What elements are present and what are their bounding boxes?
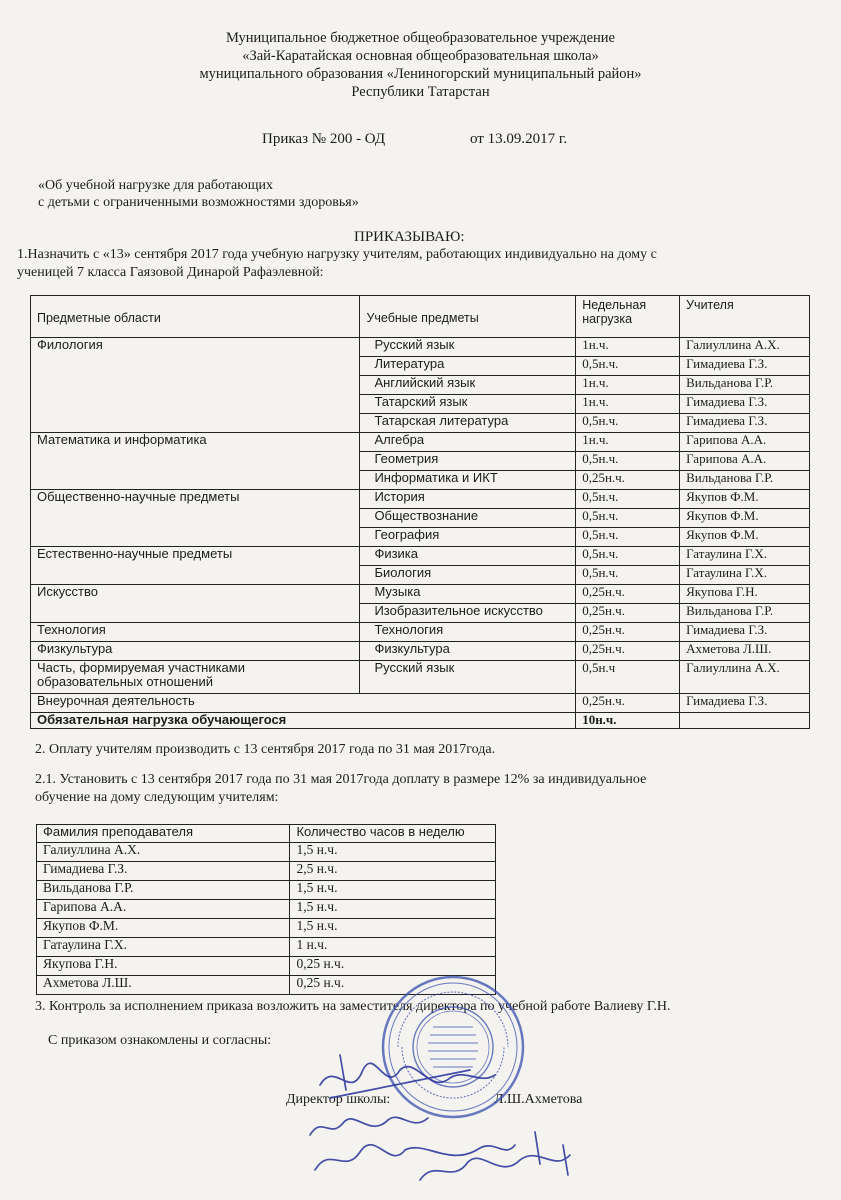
load-cell: 0,5н.ч.: [576, 490, 680, 509]
load-cell: 0,25н.ч.: [576, 642, 680, 661]
table-row: [31, 547, 810, 566]
subject-cell: Литература: [360, 357, 576, 376]
load-cell: 0,5н.ч.: [576, 547, 680, 566]
item21-line2: обучение на дому следующим учителям:: [35, 790, 279, 805]
teacher-cell: Гимадиева Г.З.: [680, 414, 810, 433]
hours-cell: 0,25 н.ч.: [290, 957, 496, 976]
table-row: [31, 661, 810, 694]
subject-cell: Музыка: [360, 585, 576, 604]
teacher-cell: Гатаулина Г.Х.: [680, 547, 810, 566]
load-cell: 0,5н.ч.: [576, 566, 680, 585]
item1-line1: 1.Назначить с «13» сентября 2017 года учебную нагрузку учителям, работающих индивидуально на дому с: [17, 247, 657, 262]
director-role: Директор школы:: [286, 1092, 391, 1107]
table-row: [31, 694, 810, 713]
order-date: от 13.09.2017 г.: [470, 131, 568, 147]
director-name: Л.Ш.Ахметова: [494, 1092, 583, 1107]
subject-cell: Физкультура: [360, 642, 576, 661]
item2-text: 2. Оплату учителям производить с 13 сентября 2017 года по 31 мая 2017года.: [35, 742, 496, 757]
subject-cell: История: [360, 490, 576, 509]
teacher-name-cell: Якупов Ф.М.: [37, 919, 290, 938]
total-empty-cell: [680, 713, 810, 729]
subject-cell: Татарский язык: [360, 395, 576, 414]
subject-cell: Английский язык: [360, 376, 576, 395]
load-cell: 0,25н.ч.: [576, 585, 680, 604]
load-cell: 0,5н.ч: [576, 661, 680, 694]
order-subject-line1: «Об учебной нагрузке для работающих: [38, 178, 273, 193]
teacher-cell: Вильданова Г.Р.: [680, 471, 810, 490]
teacher-cell: Якупов Ф.М.: [680, 509, 810, 528]
hours-cell: 1 н.ч.: [290, 938, 496, 957]
area-pe: Физкультура: [31, 642, 360, 661]
table-row: [31, 623, 810, 642]
load-cell: 1н.ч.: [576, 338, 680, 357]
hours-cell: 1,5 н.ч.: [290, 843, 496, 862]
load-cell: 0,5н.ч.: [576, 357, 680, 376]
hours-cell: 1,5 н.ч.: [290, 881, 496, 900]
table-row: [37, 862, 496, 881]
hours-cell: 1,5 н.ч.: [290, 919, 496, 938]
load-cell: 0,25н.ч.: [576, 694, 680, 713]
area-extracurricular: Внеурочная деятельность: [31, 694, 576, 713]
load-cell: 0,5н.ч.: [576, 414, 680, 433]
header-teacher-name: Фамилия преподавателя: [37, 825, 290, 843]
area-tech: Технология: [31, 623, 360, 642]
table-row: [37, 938, 496, 957]
subject-cell: Технология: [360, 623, 576, 642]
table-row: [37, 957, 496, 976]
subject-cell: Татарская литература: [360, 414, 576, 433]
teacher-cell: Якупова Г.Н.: [680, 585, 810, 604]
teacher-cell: Гимадиева Г.З.: [680, 694, 810, 713]
area-philology: Филология: [31, 338, 360, 433]
area-natural: Естественно-научные предметы: [31, 547, 360, 585]
subject-cell: Русский язык: [360, 338, 576, 357]
school-name-line3: муниципального образования «Лениногорский муниципальный район»: [199, 66, 642, 82]
load-cell: 0,5н.ч.: [576, 528, 680, 547]
teacher-cell: Гатаулина Г.Х.: [680, 566, 810, 585]
teacher-name-cell: Гарипова А.А.: [37, 900, 290, 919]
table-row: [37, 881, 496, 900]
teacher-name-cell: Гатаулина Г.Х.: [37, 938, 290, 957]
table-row: [31, 490, 810, 509]
school-name-line2: «Зай-Каратайская основная общеобразовательная школа»: [242, 48, 599, 64]
table-row: [31, 642, 810, 661]
teacher-cell: Ахметова Л.Ш.: [680, 642, 810, 661]
table-row: [31, 338, 810, 357]
header-subject: Учебные предметы: [360, 296, 576, 338]
total-label: Обязательная нагрузка обучающегося: [31, 713, 576, 729]
teacher-cell: Галиуллина А.Х.: [680, 338, 810, 357]
school-name-line1: Муниципальное бюджетное общеобразовательное учреждение: [226, 30, 615, 46]
subject-cell: Информатика и ИКТ: [360, 471, 576, 490]
hours-cell: 2,5 н.ч.: [290, 862, 496, 881]
subject-cell: Русский язык: [360, 661, 576, 694]
order-number: Приказ № 200 - ОД: [262, 131, 386, 147]
hours-cell: 1,5 н.ч.: [290, 900, 496, 919]
teacher-cell: Якупов Ф.М.: [680, 490, 810, 509]
table-row: [37, 976, 496, 995]
school-name-line4: Республики Татарстан: [351, 84, 490, 100]
load-cell: 0,25н.ч.: [576, 623, 680, 642]
area-art: Искусство: [31, 585, 360, 623]
total-value: 10н.ч.: [576, 713, 680, 729]
teaching-load-table: [30, 295, 810, 729]
teacher-cell: Гарипова А.А.: [680, 452, 810, 471]
header-area: Предметные области: [31, 296, 360, 338]
teacher-cell: Вильданова Г.Р.: [680, 376, 810, 395]
item3-text: 3. Контроль за исполнением приказа возложить на заместителя директора по учебной работе Валиеву Г.Н.: [35, 999, 671, 1014]
teacher-cell: Галиуллина А.Х.: [680, 661, 810, 694]
teacher-cell: Гарипова А.А.: [680, 433, 810, 452]
subject-cell: Геометрия: [360, 452, 576, 471]
teacher-name-cell: Галиуллина А.Х.: [37, 843, 290, 862]
teacher-name-cell: Ахметова Л.Ш.: [37, 976, 290, 995]
payment-table: [36, 824, 496, 995]
load-cell: 0,25н.ч.: [576, 471, 680, 490]
handwritten-signatures: [300, 1040, 600, 1200]
subject-cell: Изобразительное искусство: [360, 604, 576, 623]
header-teacher: Учителя: [680, 296, 810, 338]
table-row: [37, 919, 496, 938]
item21-line1: 2.1. Установить с 13 сентября 2017 года по 31 мая 2017года доплату в размере 12% за индивидуальное: [35, 772, 647, 787]
order-subject-line2: с детьми с ограниченными возможностями здоровья»: [38, 195, 359, 210]
subject-cell: Биология: [360, 566, 576, 585]
hours-cell: 0,25 н.ч.: [290, 976, 496, 995]
subject-cell: Алгебра: [360, 433, 576, 452]
load-cell: 0,5н.ч.: [576, 452, 680, 471]
table-header-row: [31, 296, 810, 338]
teacher-cell: Гимадиева Г.З.: [680, 623, 810, 642]
table-row: [31, 433, 810, 452]
load-cell: 1н.ч.: [576, 376, 680, 395]
table-row: [31, 585, 810, 604]
load-cell: 1н.ч.: [576, 433, 680, 452]
header-weekly-load: Недельная нагрузка: [576, 296, 680, 338]
teacher-name-cell: Якупова Г.Н.: [37, 957, 290, 976]
total-row: [31, 713, 810, 729]
teacher-cell: Гимадиева Г.З.: [680, 357, 810, 376]
load-cell: 0,5н.ч.: [576, 509, 680, 528]
teacher-cell: Вильданова Г.Р.: [680, 604, 810, 623]
acquainted-text: С приказом ознакомлены и согласны:: [48, 1033, 272, 1048]
teacher-cell: Гимадиева Г.З.: [680, 395, 810, 414]
header-hours: Количество часов в неделю: [290, 825, 496, 843]
subject-cell: Физика: [360, 547, 576, 566]
subject-cell: Обществознание: [360, 509, 576, 528]
area-social: Общественно-научные предметы: [31, 490, 360, 547]
load-cell: 1н.ч.: [576, 395, 680, 414]
subject-cell: География: [360, 528, 576, 547]
table-row: [37, 900, 496, 919]
teacher-name-cell: Вильданова Г.Р.: [37, 881, 290, 900]
teacher-cell: Якупов Ф.М.: [680, 528, 810, 547]
table-row: [37, 843, 496, 862]
area-part: Часть, формируемая участниками образовательных отношений: [31, 661, 360, 694]
decree-heading: ПРИКАЗЫВАЮ:: [354, 229, 465, 245]
load-cell: 0,25н.ч.: [576, 604, 680, 623]
area-math: Математика и информатика: [31, 433, 360, 490]
item1-line2: ученицей 7 класса Гаязовой Динарой Рафаэлевной:: [17, 265, 324, 280]
table-header-row: [37, 825, 496, 843]
teacher-name-cell: Гимадиева Г.З.: [37, 862, 290, 881]
